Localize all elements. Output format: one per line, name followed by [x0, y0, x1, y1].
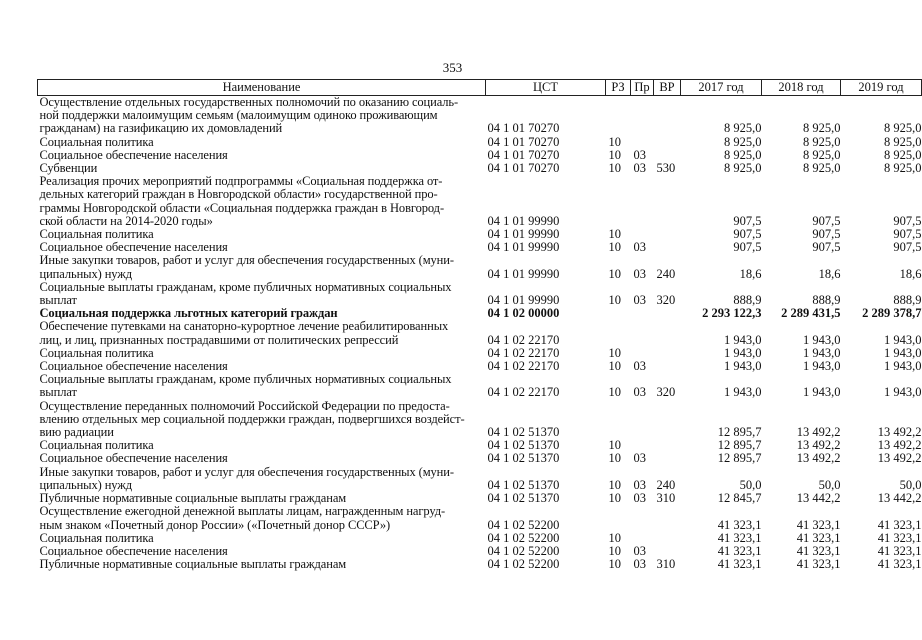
- row-cst: 04 1 02 00000: [487, 306, 560, 321]
- row-rz: 10: [608, 240, 621, 255]
- table-row: [38, 149, 922, 162]
- row-2018: 888,9: [812, 293, 841, 308]
- row-vr: [654, 347, 681, 360]
- table-header-row: [38, 80, 922, 96]
- row-2019: 13 492,2: [877, 425, 922, 440]
- row-2019: 8 925,0: [884, 161, 922, 176]
- row-rz: 10: [608, 491, 621, 506]
- row-2018: 18,6: [818, 266, 841, 281]
- row-name: [38, 96, 486, 136]
- row-pr: 03: [633, 161, 646, 176]
- header-vr: ВР: [654, 80, 681, 96]
- row-name: [38, 149, 486, 162]
- row-2018: 41 323,1: [796, 517, 841, 532]
- row-2019: 1 943,0: [884, 385, 922, 400]
- row-cst: 04 1 02 52200: [487, 543, 560, 558]
- row-2018: 41 323,1: [796, 530, 841, 545]
- row-2018: 13 492,2: [796, 425, 841, 440]
- row-cst: 04 1 01 99990: [487, 266, 560, 281]
- row-name: [38, 320, 486, 346]
- row-pr: 03: [633, 385, 646, 400]
- row-name-line: выплат: [39, 293, 77, 308]
- row-2017: 8 925,0: [724, 121, 762, 136]
- row-vr: [654, 320, 681, 346]
- row-2019: 18,6: [899, 266, 922, 281]
- row-rz: 10: [608, 477, 621, 492]
- table-body: [38, 96, 922, 572]
- row-pr: 03: [633, 359, 646, 374]
- row-rz: [606, 307, 631, 320]
- row-cst: 04 1 01 99990: [487, 213, 560, 228]
- row-name: [38, 175, 486, 228]
- row-rz: [606, 400, 631, 440]
- row-rz: [606, 96, 631, 136]
- row-2019: 13 492,2: [877, 451, 922, 466]
- row-vr: [654, 360, 681, 373]
- row-name: [38, 505, 486, 531]
- row-name-line: Осуществление переданных полномочий Российской Федерации по предоста-: [39, 398, 450, 413]
- row-pr: 03: [633, 266, 646, 281]
- row-cst: 04 1 02 51370: [487, 477, 560, 492]
- row-cst: 04 1 02 22170: [487, 385, 560, 400]
- table-row: [38, 373, 922, 399]
- row-2017: 1 943,0: [724, 345, 762, 360]
- row-2017: 907,5: [733, 240, 762, 255]
- row-cst: 04 1 02 51370: [487, 451, 560, 466]
- row-rz: [606, 505, 631, 531]
- row-pr: [631, 175, 654, 228]
- table-row: [38, 452, 922, 465]
- row-name-line: Иные закупки товаров, работ и услуг для обеспечения государственных (муни-: [39, 464, 454, 479]
- row-rz: [606, 320, 631, 346]
- row-pr: [631, 400, 654, 440]
- row-pr: 03: [633, 543, 646, 558]
- row-pr: 03: [633, 477, 646, 492]
- row-2017: 18,6: [739, 266, 762, 281]
- row-name-line: лиц, и лиц, признанных пострадавшими от политических репрессий: [39, 332, 399, 347]
- row-2019: 1 943,0: [884, 359, 922, 374]
- row-vr: [654, 439, 681, 452]
- row-cst: 04 1 02 51370: [487, 491, 560, 506]
- row-2019: 41 323,1: [877, 530, 922, 545]
- row-rz: 10: [608, 161, 621, 176]
- row-pr: [631, 96, 654, 136]
- row-vr: [654, 400, 681, 440]
- row-pr: [631, 320, 654, 346]
- row-cst: 04 1 01 99990: [487, 227, 560, 242]
- row-2018: 8 925,0: [803, 161, 841, 176]
- row-name-line: Публичные нормативные социальные выплаты гражданам: [39, 491, 347, 506]
- row-2018: 1 943,0: [803, 385, 841, 400]
- row-vr: [654, 175, 681, 228]
- row-2018: 41 323,1: [796, 543, 841, 558]
- row-name-line: Социальная политика: [39, 530, 154, 545]
- row-cst: 04 1 01 70270: [487, 147, 560, 162]
- row-name: [38, 466, 486, 492]
- row-name-line: Социальное обеспечение населения: [39, 359, 228, 374]
- row-name-line: граммы Новгородской области «Социальная поддержка граждан в Новгород-: [39, 200, 445, 215]
- row-name: [38, 136, 486, 149]
- row-cst: 04 1 02 22170: [487, 359, 560, 374]
- table-row: [38, 175, 922, 228]
- row-name-line: выплат: [39, 385, 77, 400]
- row-name: [38, 254, 486, 280]
- row-cst: 04 1 01 70270: [487, 121, 560, 136]
- row-rz: 10: [608, 147, 621, 162]
- budget-table: [37, 79, 922, 571]
- row-rz: 10: [608, 530, 621, 545]
- row-2017: 888,9: [733, 293, 762, 308]
- row-name-line: Реализация прочих мероприятий подпрограммы «Социальная поддержка от-: [39, 174, 443, 189]
- row-name-line: вию радиации: [39, 425, 114, 440]
- row-2017: 12 845,7: [717, 491, 762, 506]
- row-name: [38, 452, 486, 465]
- table-row: [38, 466, 922, 492]
- row-2019: 1 943,0: [884, 345, 922, 360]
- row-2017: 41 323,1: [717, 530, 762, 545]
- table-row: [38, 254, 922, 280]
- row-2017: 8 925,0: [724, 147, 762, 162]
- row-vr: 320: [656, 385, 676, 400]
- row-vr: 320: [656, 293, 676, 308]
- row-name: [38, 281, 486, 307]
- row-cst: 04 1 02 51370: [487, 425, 560, 440]
- row-rz: [606, 175, 631, 228]
- row-pr: [631, 307, 654, 320]
- row-2018: 907,5: [812, 213, 841, 228]
- row-2017: 1 943,0: [724, 385, 762, 400]
- row-2019: 888,9: [893, 293, 922, 308]
- row-2019: 907,5: [893, 227, 922, 242]
- row-2019: 907,5: [893, 240, 922, 255]
- row-pr: 03: [633, 491, 646, 506]
- row-name-line: Социальные выплаты гражданам, кроме публичных нормативных социальных: [39, 372, 452, 387]
- header-name: Наименование: [38, 80, 486, 96]
- row-2017: 8 925,0: [724, 161, 762, 176]
- table-row: [38, 281, 922, 307]
- row-vr: [654, 228, 681, 241]
- row-2018: 13 492,2: [796, 451, 841, 466]
- row-2018: 8 925,0: [803, 147, 841, 162]
- row-name-line: Социальное обеспечение населения: [39, 543, 228, 558]
- row-2017: 8 925,0: [724, 134, 762, 149]
- row-2018: 13 492,2: [796, 438, 841, 453]
- row-2019: 8 925,0: [884, 121, 922, 136]
- row-2017: 41 323,1: [717, 557, 762, 572]
- row-2018: 8 925,0: [803, 121, 841, 136]
- row-vr: 310: [656, 557, 676, 572]
- row-vr: 240: [656, 477, 676, 492]
- table-row: [38, 505, 922, 531]
- header-rz: РЗ: [606, 80, 631, 96]
- row-rz: 10: [608, 557, 621, 572]
- row-rz: 10: [608, 293, 621, 308]
- row-rz: 10: [608, 266, 621, 281]
- table-row: [38, 320, 922, 346]
- row-2019: 41 323,1: [877, 517, 922, 532]
- row-name-line: ципальных) нужд: [39, 477, 133, 492]
- row-pr: [631, 505, 654, 531]
- header-pr: Пр: [631, 80, 654, 96]
- row-cst: 04 1 02 22170: [487, 345, 560, 360]
- table-header: [38, 80, 922, 96]
- row-2018: 907,5: [812, 227, 841, 242]
- row-name-line: Осуществление отдельных государственных полномочий по оказанию социаль-: [39, 95, 459, 109]
- row-2017: 1 943,0: [724, 359, 762, 374]
- row-name-line: ской области на 2014-2020 годы»: [39, 213, 213, 228]
- row-rz: 10: [608, 543, 621, 558]
- row-name-line: Иные закупки товаров, работ и услуг для обеспечения государственных (муни-: [39, 253, 454, 268]
- row-2017: 41 323,1: [717, 543, 762, 558]
- row-pr: [631, 136, 654, 149]
- row-name-line: Социальная политика: [39, 438, 154, 453]
- row-rz: 10: [608, 345, 621, 360]
- row-cst: 04 1 02 52200: [487, 530, 560, 545]
- row-2018: 8 925,0: [803, 134, 841, 149]
- row-name-line: Социальные выплаты гражданам, кроме публичных нормативных социальных: [39, 279, 452, 294]
- row-name-line: Социальное обеспечение населения: [39, 451, 228, 466]
- row-2017: 12 895,7: [717, 425, 762, 440]
- row-name-line: Осуществление ежегодной денежной выплаты лицам, награжденным нагруд-: [39, 504, 446, 519]
- row-name-line: Социальная политика: [39, 345, 154, 360]
- row-2017: 12 895,7: [717, 451, 762, 466]
- row-pr: 03: [633, 557, 646, 572]
- row-2017: 2 293 122,3: [702, 306, 762, 321]
- row-vr: [654, 96, 681, 136]
- row-2019: 13 492,2: [877, 438, 922, 453]
- row-2018: 41 323,1: [796, 557, 841, 572]
- row-cst: 04 1 01 99990: [487, 293, 560, 308]
- row-pr: 03: [633, 240, 646, 255]
- row-name-line: Социальная поддержка льготных категорий граждан: [39, 306, 338, 321]
- row-name-line: ным знаком «Почетный донор России» («Почетный донор СССР»): [39, 517, 391, 532]
- row-2018: 1 943,0: [803, 332, 841, 347]
- row-2019: 8 925,0: [884, 147, 922, 162]
- header-2019: 2019 год: [841, 80, 922, 96]
- row-2017: 907,5: [733, 227, 762, 242]
- row-cst: 04 1 01 99990: [487, 240, 560, 255]
- row-2018: 1 943,0: [803, 345, 841, 360]
- row-2019: 50,0: [899, 477, 922, 492]
- row-2019: 41 323,1: [877, 543, 922, 558]
- row-rz: 10: [608, 451, 621, 466]
- row-rz: 10: [608, 227, 621, 242]
- table-row: [38, 532, 922, 545]
- row-2019: 907,5: [893, 213, 922, 228]
- row-vr: 530: [656, 161, 676, 176]
- row-rz: 10: [608, 359, 621, 374]
- row-2019: 13 442,2: [877, 491, 922, 506]
- row-name-line: ной поддержки малоимущим семьям (малоимущим одиноко проживающим: [39, 108, 438, 123]
- table-row: [38, 400, 922, 440]
- row-vr: [654, 505, 681, 531]
- row-name-line: Социальное обеспечение населения: [39, 240, 228, 255]
- row-cst: 04 1 02 22170: [487, 332, 560, 347]
- row-name-line: ципальных) нужд: [39, 266, 133, 281]
- header-cst: ЦСТ: [486, 80, 606, 96]
- row-2019: 2 289 378,7: [862, 306, 922, 321]
- row-name-line: дельных категорий граждан в Новгородской области» государственной про-: [39, 187, 438, 202]
- row-2017: 1 943,0: [724, 332, 762, 347]
- row-2018: 13 442,2: [796, 491, 841, 506]
- row-vr: 310: [656, 491, 676, 506]
- row-pr: 03: [633, 293, 646, 308]
- row-name-line: влению отдельных мер социальной поддержки граждан, подвергшихся воздейст-: [39, 411, 465, 426]
- row-2018: 50,0: [818, 477, 841, 492]
- row-vr: [654, 532, 681, 545]
- row-rz: 10: [608, 385, 621, 400]
- table-row: [38, 558, 922, 571]
- row-2018: 2 289 431,5: [781, 306, 841, 321]
- row-vr: 240: [656, 266, 676, 281]
- row-2019: 41 323,1: [877, 557, 922, 572]
- row-cst: 04 1 02 52200: [487, 517, 560, 532]
- row-rz: 10: [608, 134, 621, 149]
- row-name-line: Социальное обеспечение населения: [39, 147, 228, 162]
- row-vr: [654, 452, 681, 465]
- header-2018: 2018 год: [762, 80, 841, 96]
- row-2017: 12 895,7: [717, 438, 762, 453]
- row-cst: 04 1 02 52200: [487, 557, 560, 572]
- row-name-line: Обеспечение путевками на санаторно-курортное лечение реабилитированных: [39, 319, 449, 334]
- row-pr: [631, 532, 654, 545]
- page-number: 353: [442, 60, 463, 75]
- row-name-line: Социальная политика: [39, 227, 154, 242]
- row-2018: 907,5: [812, 240, 841, 255]
- row-2017: 50,0: [739, 477, 762, 492]
- row-name: [38, 558, 486, 571]
- row-rz: 10: [608, 438, 621, 453]
- row-vr: [654, 307, 681, 320]
- row-cst: 04 1 01 70270: [487, 134, 560, 149]
- row-2018: 1 943,0: [803, 359, 841, 374]
- row-name-line: Публичные нормативные социальные выплаты гражданам: [39, 557, 347, 572]
- row-name-line: Социальная политика: [39, 134, 154, 149]
- table-row: [38, 96, 922, 136]
- table-row: [38, 136, 922, 149]
- row-vr: [654, 241, 681, 254]
- row-vr: [654, 136, 681, 149]
- header-2017: 2017 год: [681, 80, 762, 96]
- row-pr: 03: [633, 147, 646, 162]
- row-cst: 04 1 01 70270: [487, 161, 560, 176]
- row-name-line: Субвенции: [39, 161, 98, 176]
- row-name: [38, 400, 486, 440]
- row-2017: 907,5: [733, 213, 762, 228]
- row-2019: 8 925,0: [884, 134, 922, 149]
- row-2019: 1 943,0: [884, 332, 922, 347]
- row-cst: 04 1 02 51370: [487, 438, 560, 453]
- row-pr: 03: [633, 451, 646, 466]
- row-name-line: гражданам) на газификацию их домовладений: [39, 121, 283, 136]
- row-name: [38, 532, 486, 545]
- row-name: [38, 373, 486, 399]
- row-2017: 41 323,1: [717, 517, 762, 532]
